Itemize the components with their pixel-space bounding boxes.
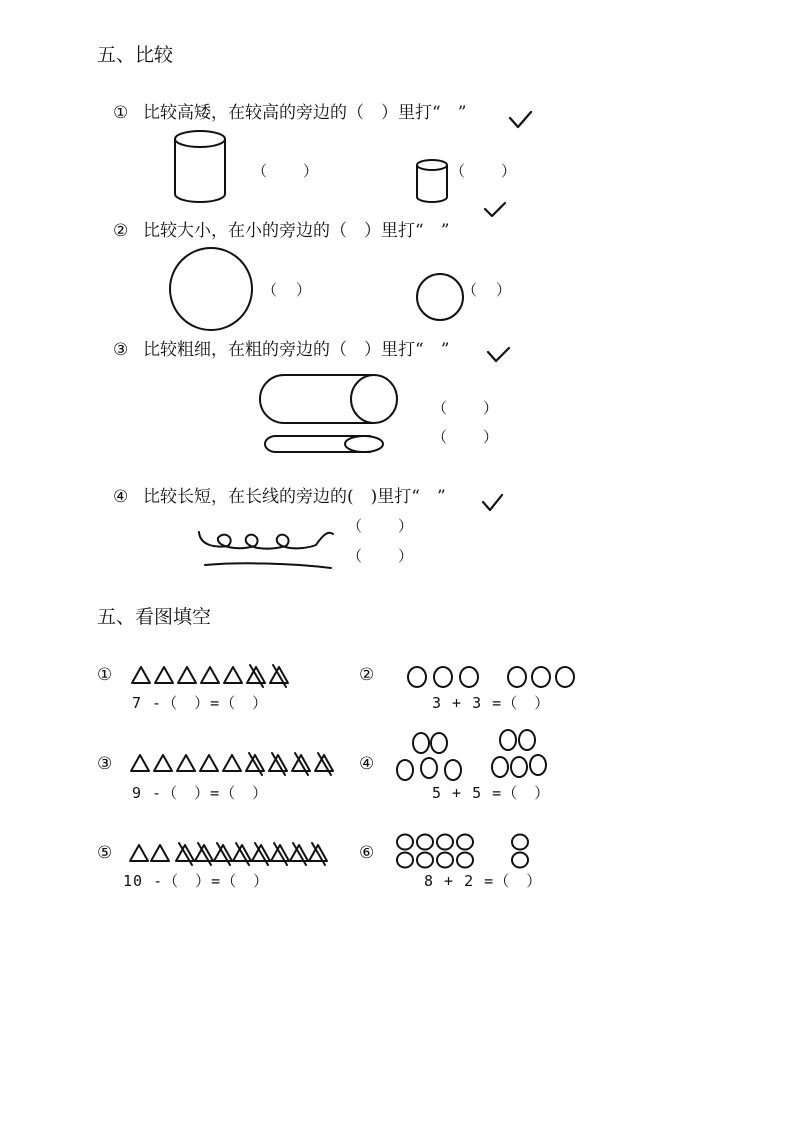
section-heading-compare: 五、比较 (97, 44, 174, 66)
circle-counter (421, 758, 437, 778)
check-icon (510, 112, 531, 127)
circle-counter (431, 733, 447, 753)
triangle (130, 845, 148, 861)
circle-counter (500, 730, 516, 750)
circle-counter (397, 853, 413, 868)
triangle (155, 667, 173, 683)
q2-instruction: 比较大小，在小的旁边的（ ）里打“ ” (143, 221, 450, 241)
check-icon (483, 495, 502, 510)
item5-marker: ⑤ (97, 843, 113, 863)
check-icon (485, 203, 505, 216)
item6-equation[interactable]: 8 + 2 =（ ） (424, 872, 543, 890)
circle-counter (457, 853, 473, 868)
circle-counter (417, 853, 433, 868)
item3-marker: ③ (97, 754, 113, 774)
circle-counter (511, 757, 527, 777)
circle-counter (519, 730, 535, 750)
section-heading-fill: 五、看图填空 (97, 606, 212, 628)
q3-marker: ③ (113, 340, 129, 360)
triangle (178, 667, 196, 683)
circle-counter (408, 667, 426, 687)
item3-equation[interactable]: 9 -（ ）=（ ） (132, 784, 269, 802)
circle-counter (530, 755, 546, 775)
check-icon (488, 348, 509, 361)
q4-marker: ④ (113, 487, 129, 507)
small-circle (417, 274, 463, 320)
item4-equation[interactable]: 5 + 5 =（ ） (432, 784, 551, 802)
circle-counter (417, 835, 433, 850)
q1-marker: ① (113, 103, 129, 123)
triangle (223, 755, 241, 771)
short-cylinder (417, 160, 447, 202)
circle-counter (397, 835, 413, 850)
circle-counter (460, 667, 478, 687)
q3-blank-thin[interactable]: （ ） (432, 428, 501, 446)
q1-blank-tall[interactable]: （ ） (252, 162, 321, 180)
counting-shapes (130, 665, 574, 868)
circle-counter (437, 853, 453, 868)
circle-counter (457, 835, 473, 850)
circle-counter (434, 667, 452, 687)
circle-counter (556, 667, 574, 687)
circle-counter (532, 667, 550, 687)
circle-counter (492, 757, 508, 777)
q4-blank-straight[interactable]: （ ） (347, 547, 416, 565)
straight-line (205, 563, 331, 568)
item2-marker: ② (359, 665, 375, 685)
thin-cylinder (265, 436, 383, 452)
curly-line (199, 532, 333, 549)
q2-blank-big[interactable]: （ ） (262, 281, 314, 299)
triangle (224, 667, 242, 683)
q3-instruction: 比较粗细，在粗的旁边的（ ）里打“ ” (143, 340, 450, 360)
circle-counter (512, 835, 528, 850)
circle-counter (445, 760, 461, 780)
triangle (151, 845, 169, 861)
triangle (154, 755, 172, 771)
q4-instruction: 比较长短，在长线的旁边的( )里打“ ” (143, 487, 446, 507)
item1-equation[interactable]: 7 -（ ）=（ ） (132, 694, 269, 712)
thick-cylinder (260, 375, 397, 423)
item6-marker: ⑥ (359, 843, 375, 863)
item1-marker: ① (97, 665, 113, 685)
circle-counter (413, 733, 429, 753)
item2-equation[interactable]: 3 + 3 =（ ） (432, 694, 551, 712)
triangle (177, 755, 195, 771)
triangle (131, 755, 149, 771)
q1-blank-short[interactable]: （ ） (450, 162, 519, 180)
triangle (200, 755, 218, 771)
circle-counter (437, 835, 453, 850)
triangle (132, 667, 150, 683)
triangle (201, 667, 219, 683)
item5-equation[interactable]: 10 -（ ）=（ ） (123, 872, 270, 890)
circle-counter (397, 760, 413, 780)
circle-counter (512, 853, 528, 868)
item4-marker: ④ (359, 754, 375, 774)
tall-cylinder (175, 131, 225, 202)
big-circle (170, 248, 252, 330)
circle-counter (508, 667, 526, 687)
q2-marker: ② (113, 221, 129, 241)
q2-blank-small[interactable]: （ ） (462, 281, 514, 299)
q4-blank-curly[interactable]: （ ） (347, 517, 416, 535)
q1-instruction: 比较高矮，在较高的旁边的（ ）里打“ ” (143, 103, 467, 123)
q3-blank-thick[interactable]: （ ） (432, 399, 501, 417)
